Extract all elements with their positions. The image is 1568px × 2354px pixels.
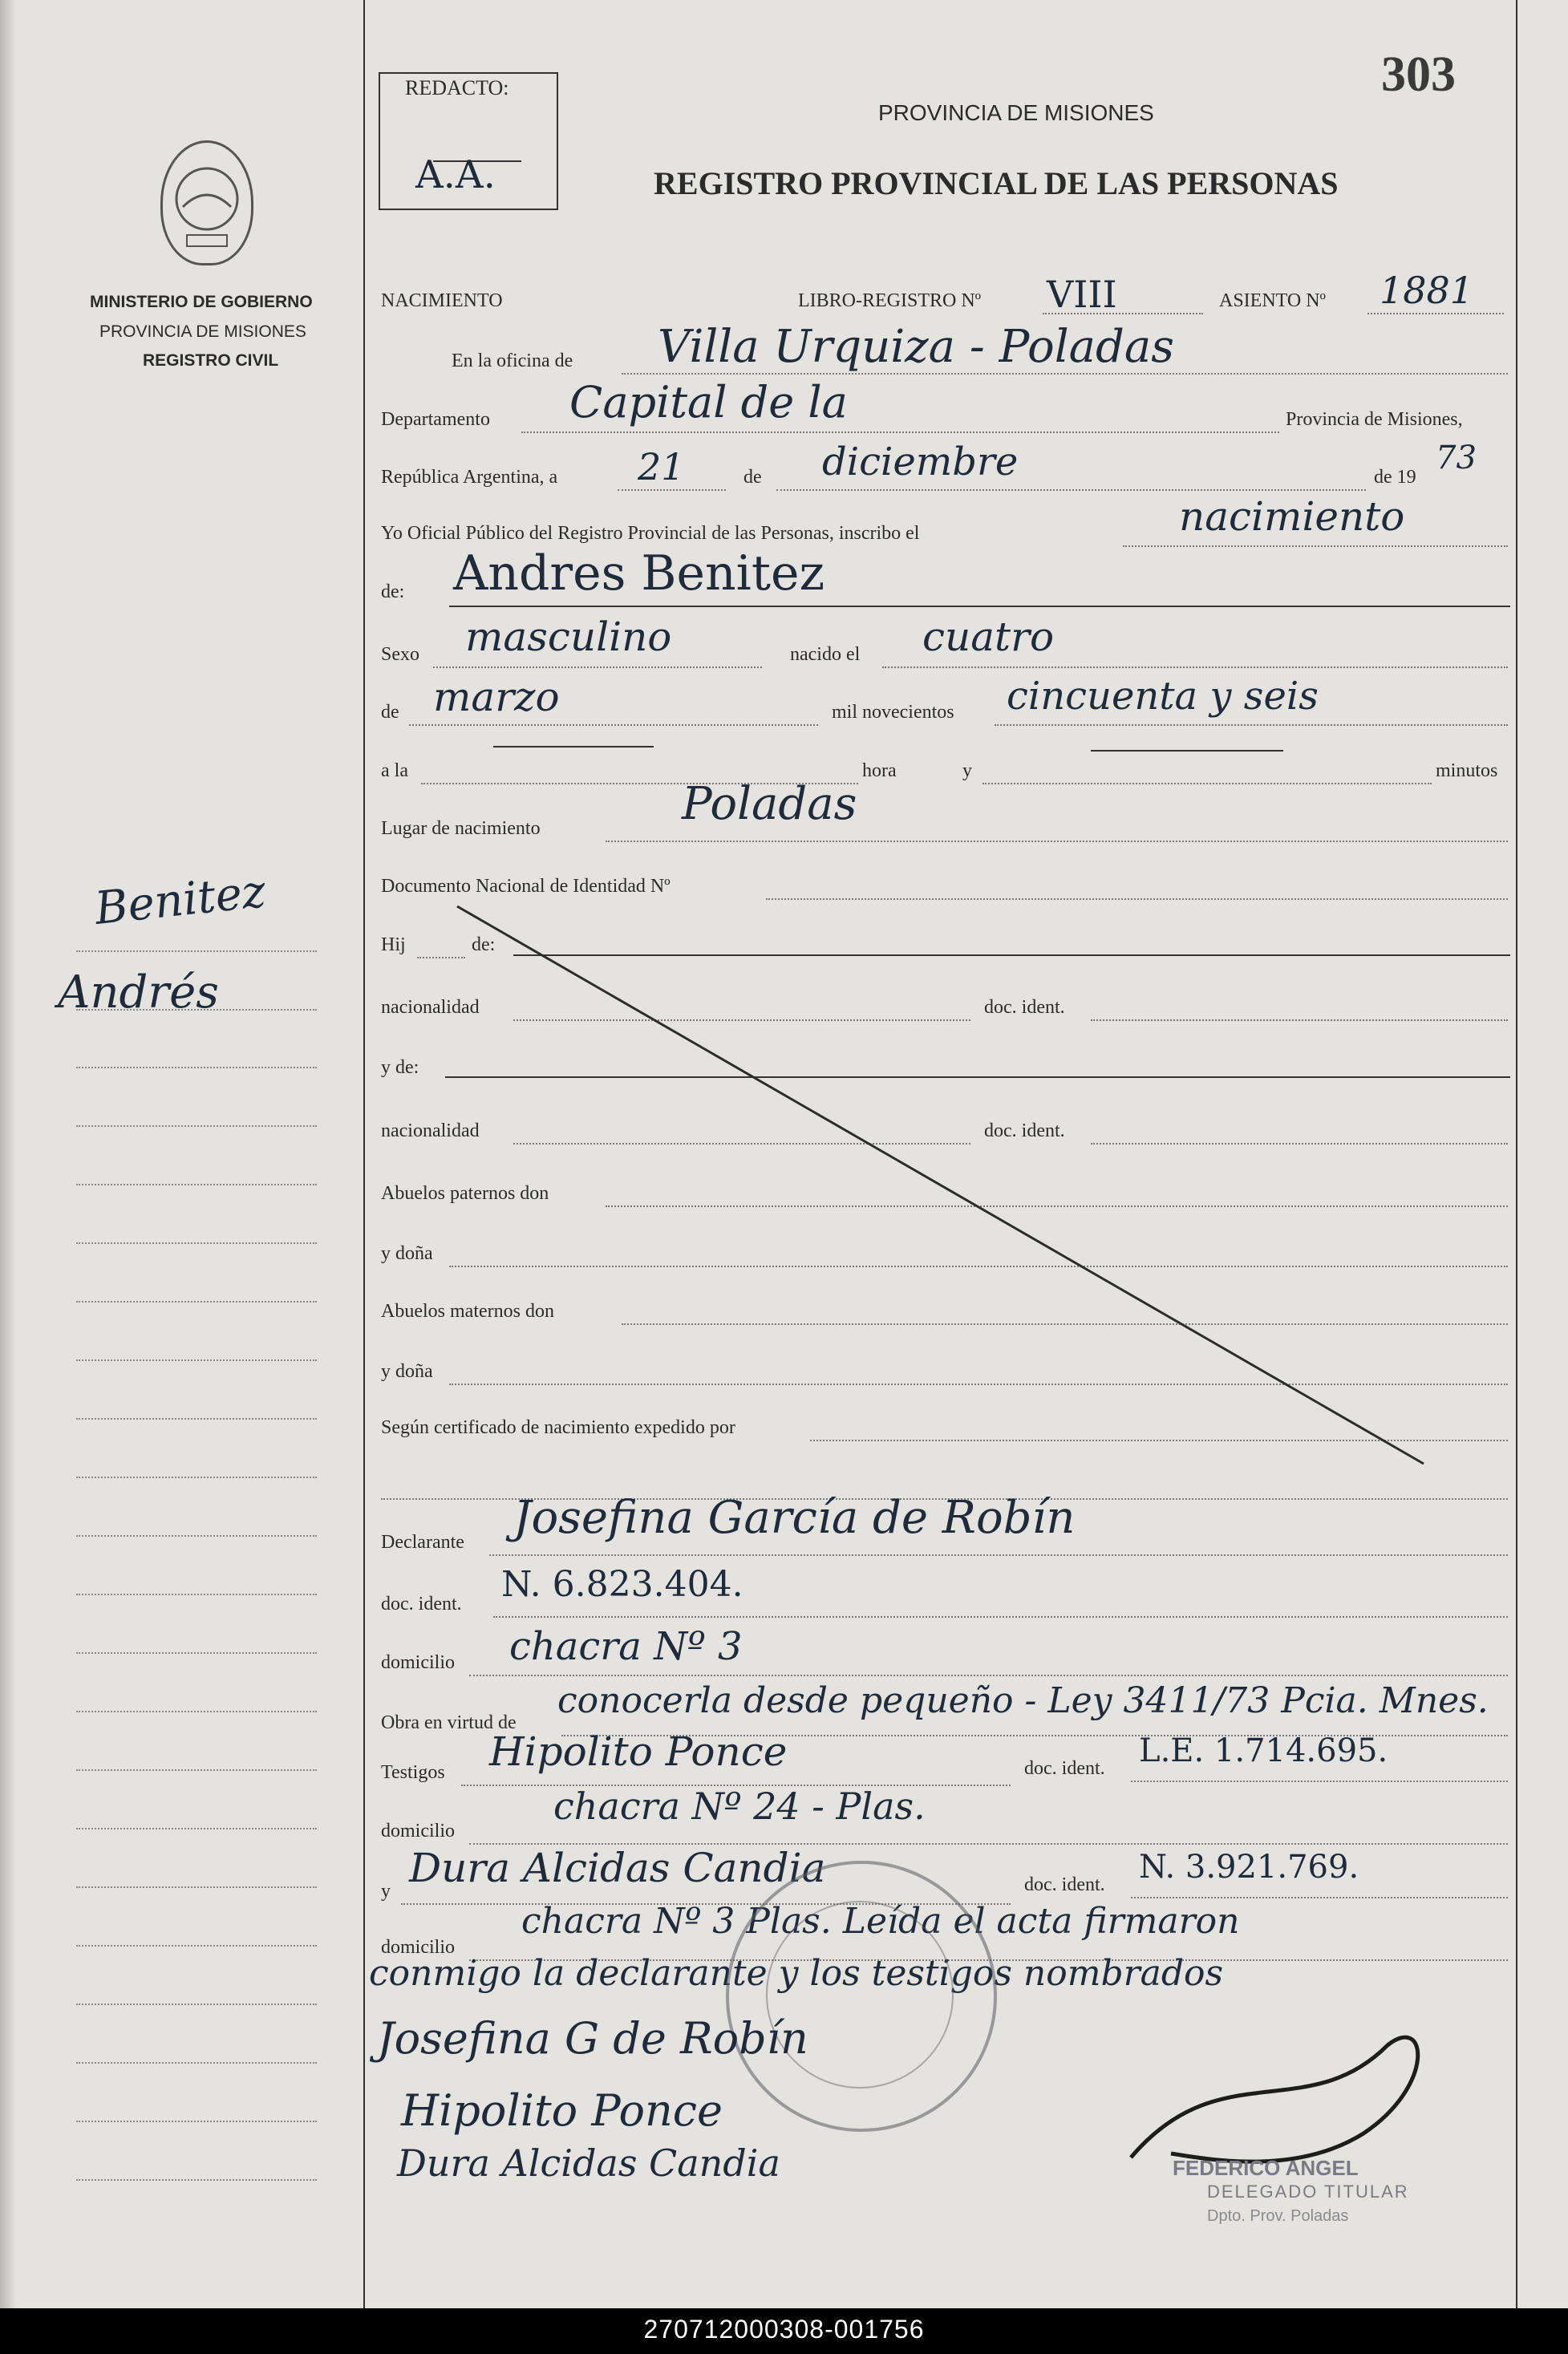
libro-value: VIII xyxy=(1047,273,1117,316)
name-value: Andres Benitez xyxy=(453,545,825,602)
y-de-label: y de: xyxy=(381,1057,419,1078)
doc-testigo1-label: doc. ident. xyxy=(1024,1758,1105,1779)
oficial-label: Yo Oficial Público del Registro Provincial de las Personas, inscribo el xyxy=(381,523,920,544)
ministry-line1: MINISTERIO DE GOBIERNO xyxy=(90,293,313,311)
y-hora-label: y xyxy=(962,760,972,781)
signature-testigo2: Dura Alcidas Candia xyxy=(397,2141,780,2185)
nacionalidad2-label: nacionalidad xyxy=(381,1120,480,1141)
y-dona1-label: y doña xyxy=(381,1243,433,1264)
page-number: 303 xyxy=(1381,47,1456,102)
margin-rule xyxy=(363,0,365,2308)
obra-value: conocerla desde pequeño - Ley 3411/73 Pcia. Mnes. xyxy=(557,1680,1489,1721)
sexo-label: Sexo xyxy=(381,644,419,665)
doc-ident1-label: doc. ident. xyxy=(984,997,1065,1018)
redacto-value: A.A. xyxy=(415,152,496,197)
hora-label: hora xyxy=(862,760,897,781)
month-value: diciembre xyxy=(822,440,1019,484)
official-title: DELEGADO TITULAR xyxy=(1207,2182,1409,2202)
doc-testigo2-label: doc. ident. xyxy=(1024,1874,1105,1895)
ministry-line2: PROVINCIA DE MISIONES xyxy=(99,322,306,341)
testigos-label: Testigos xyxy=(381,1762,445,1783)
domicilio-testigo1-label: domicilio xyxy=(381,1821,455,1841)
testigo2-value: Dura Alcidas Candia xyxy=(409,1845,826,1891)
sexo-value: masculino xyxy=(465,614,672,660)
ministry-line3: REGISTRO CIVIL xyxy=(143,351,279,370)
segun-label: Según certificado de nacimiento expedido por xyxy=(381,1417,735,1438)
testigo1-value: Hipolito Ponce xyxy=(489,1728,788,1775)
domicilio-testigo2-value: chacra Nº 3 Plas. Leída el acta firmaron xyxy=(521,1901,1240,1942)
registry-title: REGISTRO PROVINCIAL DE LAS PERSONAS xyxy=(654,165,1339,201)
redacto-label: REDACTO: xyxy=(405,76,509,99)
nacido-label: nacido el xyxy=(790,644,861,665)
documento-label: Documento Nacional de Identidad Nº xyxy=(381,876,671,897)
footer-id: 270712000308-001756 xyxy=(643,2315,925,2344)
official-place: Dpto. Prov. Poladas xyxy=(1207,2207,1349,2225)
right-rule xyxy=(1516,0,1517,2308)
ala-label: a la xyxy=(381,760,408,781)
official-name: FEDERICO ANGEL xyxy=(1173,2156,1359,2180)
continuation-value: conmigo la declarante y los testigos nombrados xyxy=(369,1953,1224,1994)
de-19-label: de 19 xyxy=(1374,467,1416,488)
nacionalidad1-label: nacionalidad xyxy=(381,997,480,1018)
signature-declarante: Josefina G de Robín xyxy=(377,2013,808,2064)
abuelos-paternos-label: Abuelos paternos don xyxy=(381,1183,549,1204)
abuelos-maternos-label: Abuelos maternos don xyxy=(381,1301,554,1322)
oficina-label: En la oficina de xyxy=(452,350,573,371)
de2-label: de xyxy=(381,702,399,723)
province-header: PROVINCIA DE MISIONES xyxy=(878,100,1154,125)
declarante-label: Declarante xyxy=(381,1532,464,1553)
lugar-label: Lugar de nacimiento xyxy=(381,818,541,839)
margin-given-name: Andrés xyxy=(58,966,220,1019)
ministry-seal-icon xyxy=(160,140,253,265)
day-value: 21 xyxy=(638,445,685,488)
y-dona2-label: y doña xyxy=(381,1361,433,1382)
domicilio-testigo2-label: domicilio xyxy=(381,1937,455,1958)
page-edge xyxy=(0,0,16,2308)
doc-ident2-label: doc. ident. xyxy=(984,1120,1065,1141)
birth-month-value: marzo xyxy=(433,674,560,720)
oficial-value: nacimiento xyxy=(1179,493,1405,540)
republica-label: República Argentina, a xyxy=(381,467,558,488)
declarante-value: Josefina García de Robín xyxy=(513,1492,1076,1544)
margin-surname: Benitez xyxy=(92,865,269,935)
lugar-value: Poladas xyxy=(682,778,857,830)
domicilio-label: domicilio xyxy=(381,1652,455,1673)
hij-label: Hij xyxy=(381,934,406,955)
de-label: de xyxy=(743,467,762,488)
y-testigo2-label: y xyxy=(381,1881,391,1902)
obra-label: Obra en virtud de xyxy=(381,1712,517,1733)
domicilio-value: chacra Nº 3 xyxy=(509,1624,743,1669)
birth-year-value: cincuenta y seis xyxy=(1007,674,1319,719)
libro-label: LIBRO-REGISTRO Nº xyxy=(798,290,982,311)
departamento-value: Capital de la xyxy=(569,377,848,427)
cancellation-line xyxy=(449,898,1444,1476)
mil-label: mil novecientos xyxy=(832,702,954,723)
year-value: 73 xyxy=(1436,440,1477,476)
doc-testigo2-value: N. 3.921.769. xyxy=(1139,1849,1359,1886)
nacimiento-label: NACIMIENTO xyxy=(381,290,503,311)
asiento-value: 1881 xyxy=(1380,269,1474,312)
minutos-label: minutos xyxy=(1436,760,1498,781)
de-name-label: de: xyxy=(381,581,405,602)
nacido-value: cuatro xyxy=(922,614,1055,660)
doc-testigo1-value: L.E. 1.714.695. xyxy=(1139,1732,1388,1769)
doc-declarante-label: doc. ident. xyxy=(381,1594,462,1615)
doc-declarante-value: N. 6.823.404. xyxy=(501,1564,743,1605)
asiento-label: ASIENTO Nº xyxy=(1219,290,1326,311)
departamento-label: Departamento xyxy=(381,409,490,430)
domicilio-testigo1-value: chacra Nº 24 - Plas. xyxy=(553,1785,926,1828)
oficina-value: Villa Urquiza - Poladas xyxy=(658,321,1174,373)
signature-testigo1: Hipolito Ponce xyxy=(401,2085,723,2136)
provincia-label: Provincia de Misiones, xyxy=(1286,409,1463,430)
hij-de-label: de: xyxy=(472,934,496,955)
